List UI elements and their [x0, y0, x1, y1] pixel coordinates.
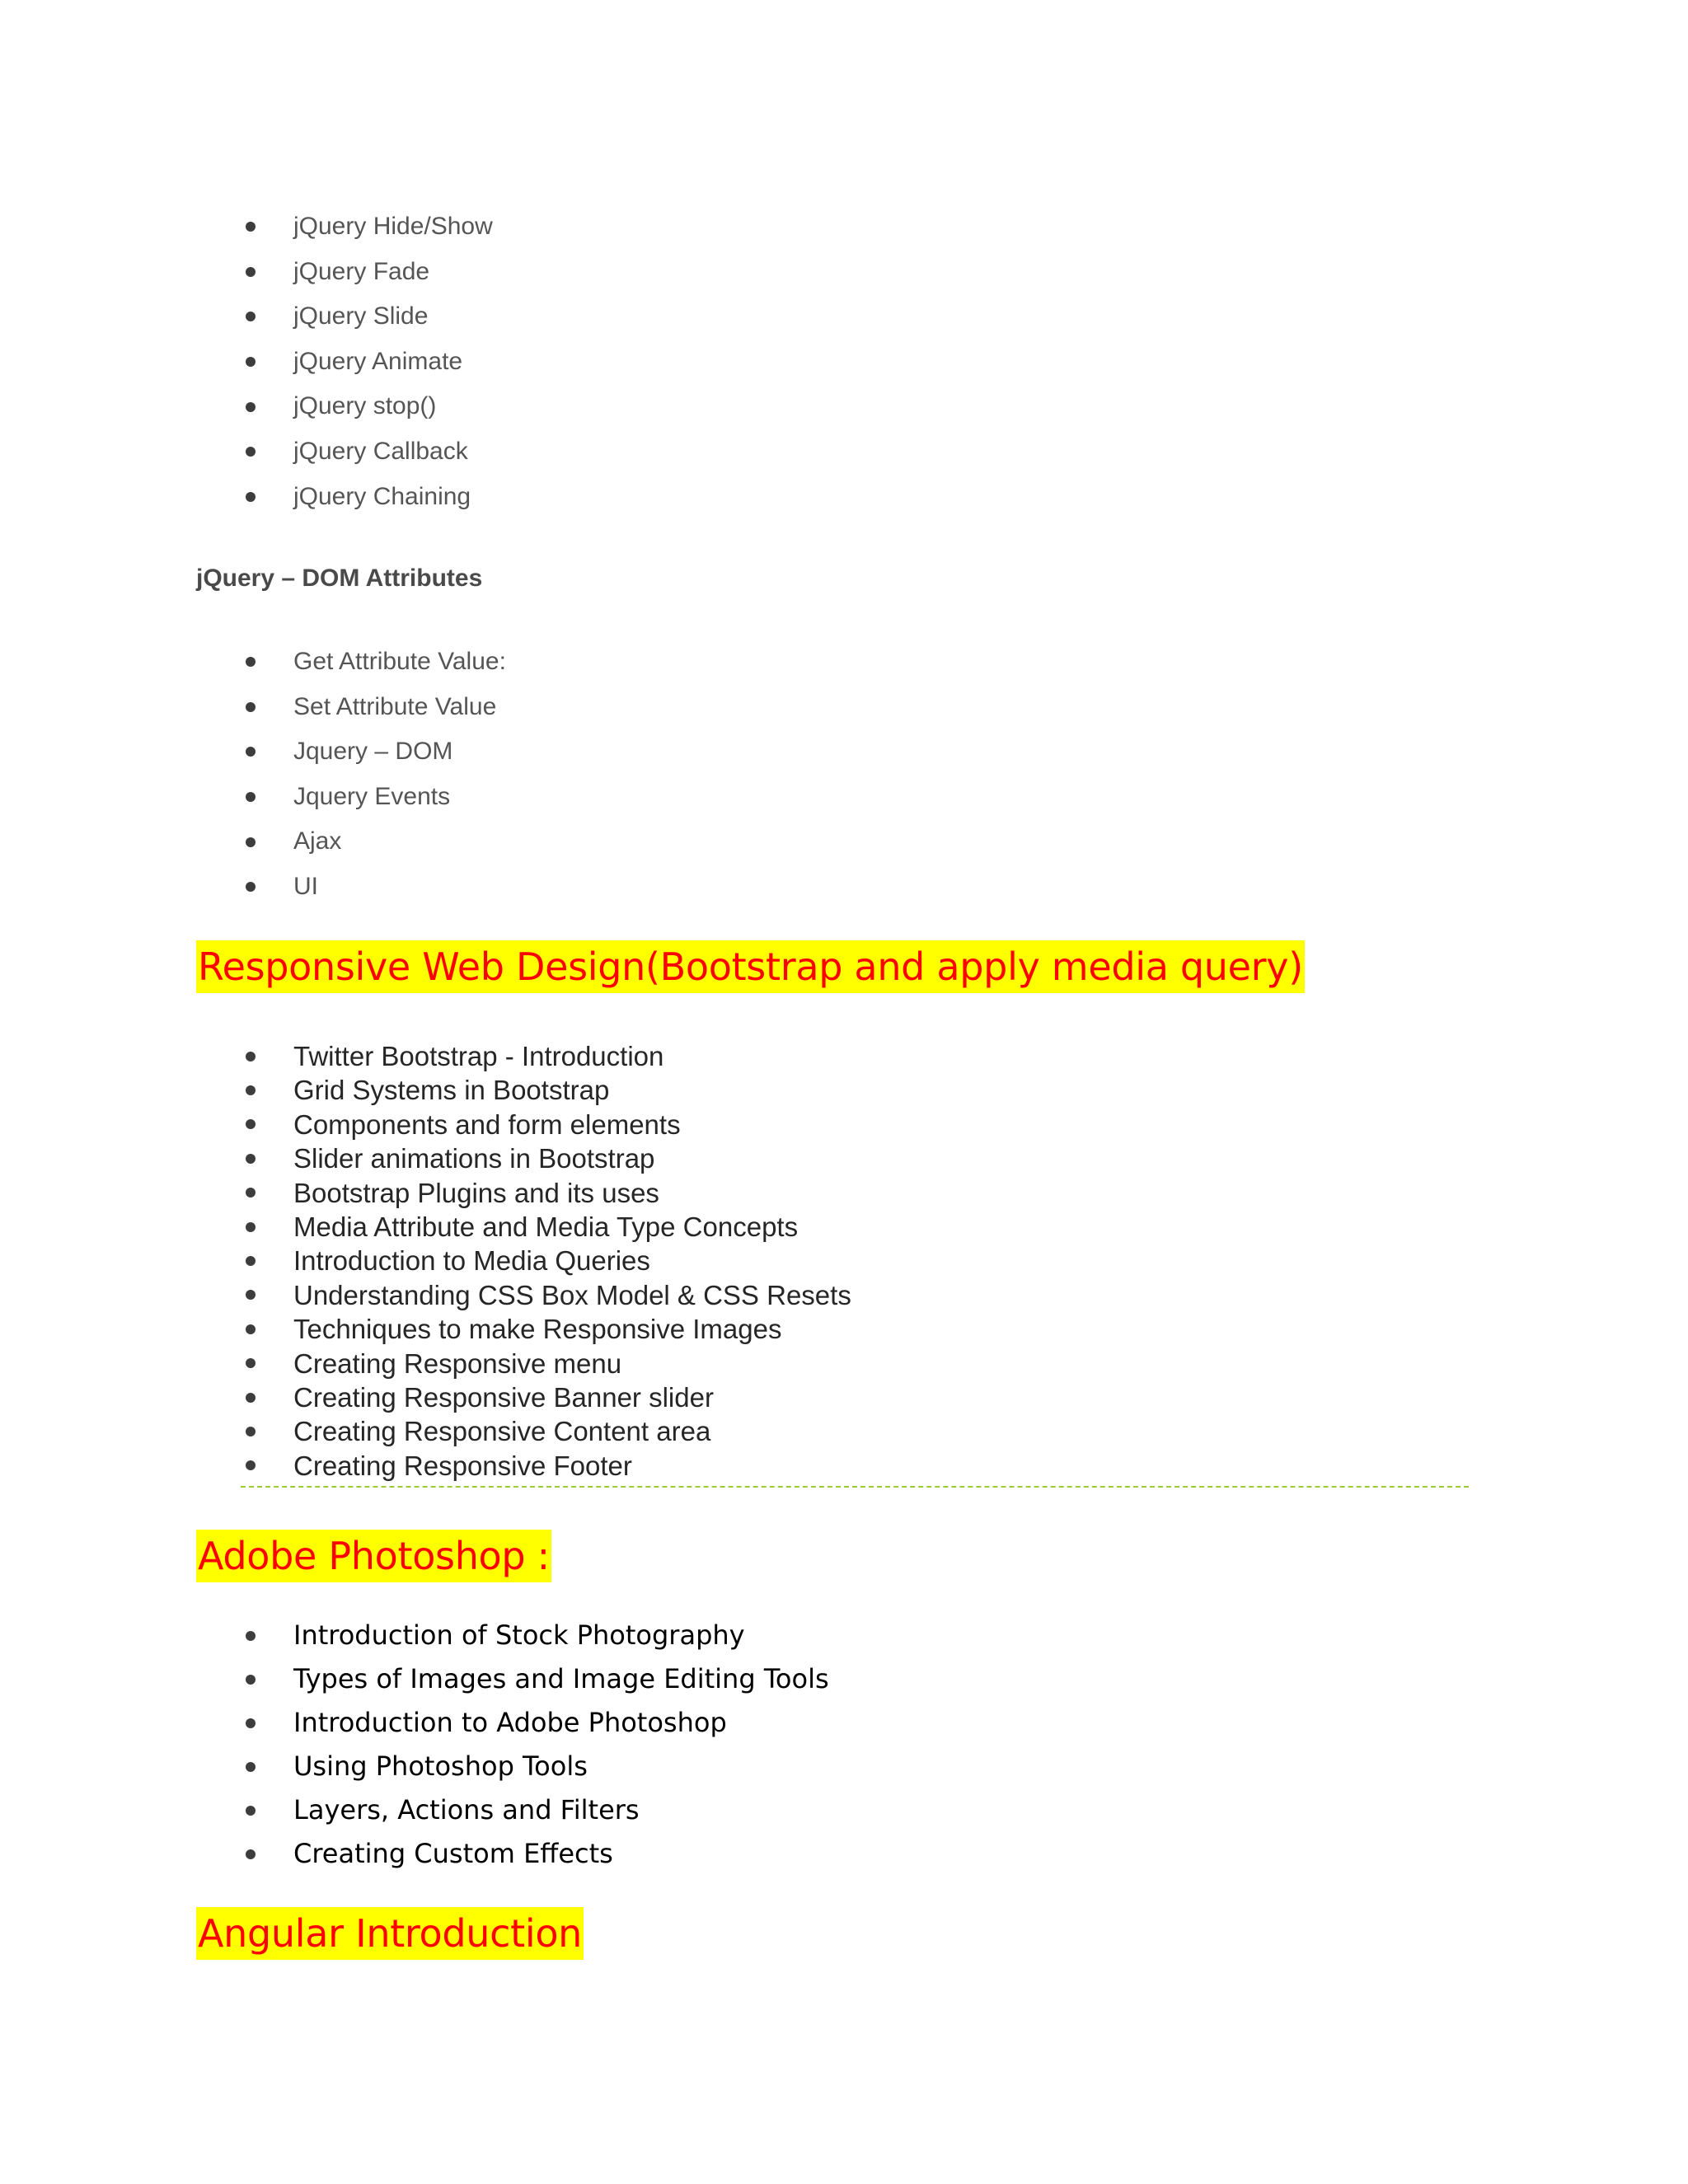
- bullet-icon: [246, 702, 256, 712]
- adobe-photoshop-heading: Adobe Photoshop :: [196, 1530, 551, 1582]
- list-item: [244, 1657, 829, 1701]
- bullet-icon: [246, 1154, 256, 1164]
- list-item: [244, 294, 493, 340]
- list-item: [244, 865, 506, 910]
- list-item: [244, 1176, 851, 1210]
- dom-attributes-heading: jQuery – DOM Attributes: [196, 565, 483, 592]
- bullet-icon: [246, 1675, 256, 1685]
- photoshop-topics-list: [244, 1614, 829, 1876]
- list-item-text: Set Attribute Value: [293, 692, 497, 720]
- list-item-text: Types of Images and Image Editing Tools: [293, 1663, 829, 1694]
- bullet-icon: [246, 1085, 256, 1095]
- list-item-text: Creating Responsive menu: [293, 1347, 622, 1379]
- list-item-text: Grid Systems in Bootstrap: [293, 1075, 610, 1106]
- list-item: [244, 1278, 851, 1312]
- list-item: [244, 1312, 851, 1346]
- dashed-divider: [241, 1486, 1469, 1488]
- list-item-text: UI: [293, 872, 318, 900]
- list-item: [244, 640, 506, 685]
- bullet-icon: [246, 1119, 256, 1129]
- list-item: [244, 1347, 851, 1380]
- list-item-text: Get Attribute Value:: [293, 648, 506, 675]
- bullet-icon: [246, 312, 256, 321]
- bullet-icon: [246, 1324, 256, 1334]
- list-item: [244, 340, 493, 385]
- list-item-text: jQuery Hide/Show: [293, 213, 493, 240]
- list-item: [244, 819, 506, 865]
- list-item-text: Slider animations in Bootstrap: [293, 1143, 655, 1174]
- list-item: [244, 1210, 851, 1244]
- list-item: [244, 1073, 851, 1107]
- list-item: [244, 384, 493, 429]
- bullet-icon: [246, 1806, 256, 1816]
- list-item-text: Layers, Actions and Filters: [293, 1794, 640, 1825]
- list-item: [244, 1745, 829, 1788]
- bullet-icon: [246, 1718, 256, 1728]
- list-item: [244, 250, 493, 295]
- list-item-text: Introduction to Adobe Photoshop: [293, 1707, 727, 1738]
- list-item-text: Creating Responsive Banner slider: [293, 1381, 714, 1413]
- bullet-icon: [246, 402, 256, 412]
- list-item-text: Understanding CSS Box Model & CSS Resets: [293, 1279, 851, 1310]
- list-item-text: Media Attribute and Media Type Concepts: [293, 1211, 799, 1242]
- list-item-text: Creating Responsive Content area: [293, 1416, 711, 1447]
- bullet-icon: [246, 492, 256, 502]
- bullet-icon: [246, 1460, 256, 1470]
- list-item: [244, 1414, 851, 1448]
- bullet-icon: [246, 222, 256, 232]
- list-item: [244, 1039, 851, 1073]
- bullet-icon: [246, 1631, 256, 1641]
- list-item-text: Introduction to Media Queries: [293, 1245, 650, 1277]
- bullet-icon: [246, 882, 256, 892]
- angular-introduction-heading: Angular Introduction: [196, 1907, 584, 1960]
- responsive-topics-list: [244, 1039, 851, 1483]
- list-item: [244, 1141, 851, 1175]
- list-item: [244, 475, 493, 520]
- list-item-text: Twitter Bootstrap - Introduction: [293, 1041, 664, 1071]
- list-item-text: jQuery Slide: [293, 302, 429, 330]
- bullet-icon: [246, 267, 256, 277]
- list-item-text: jQuery Chaining: [293, 482, 471, 510]
- dom-attributes-list: [244, 640, 506, 910]
- bullet-icon: [246, 1256, 256, 1266]
- list-item: [244, 1244, 851, 1277]
- bullet-icon: [246, 447, 256, 457]
- bullet-icon: [246, 837, 256, 847]
- bullet-icon: [246, 1290, 256, 1300]
- list-item-text: Using Photoshop Tools: [293, 1750, 588, 1782]
- list-item: [244, 775, 506, 820]
- bullet-icon: [246, 1222, 256, 1232]
- list-item: [244, 685, 506, 730]
- list-item: [244, 1701, 829, 1745]
- list-item: [244, 204, 493, 250]
- list-item: [244, 1108, 851, 1141]
- list-item: [244, 1449, 851, 1483]
- list-item-text: Jquery Events: [293, 782, 451, 810]
- bullet-icon: [246, 747, 256, 757]
- jquery-effects-list: [244, 204, 493, 519]
- list-item-text: jQuery Animate: [293, 347, 463, 375]
- list-item-text: jQuery stop(): [293, 392, 437, 420]
- list-item-text: Components and form elements: [293, 1108, 681, 1140]
- list-item-text: Creating Custom Effects: [293, 1838, 613, 1869]
- bullet-icon: [246, 1052, 256, 1062]
- list-item: [244, 1832, 829, 1876]
- list-item-text: jQuery Fade: [293, 257, 430, 285]
- list-item-text: Creating Responsive Footer: [293, 1450, 632, 1481]
- list-item-text: Introduction of Stock Photography: [293, 1619, 745, 1651]
- bullet-icon: [246, 357, 256, 367]
- bullet-icon: [246, 1849, 256, 1859]
- bullet-icon: [246, 1358, 256, 1368]
- list-item-text: Jquery – DOM: [293, 738, 453, 766]
- list-item: [244, 1788, 829, 1832]
- bullet-icon: [246, 792, 256, 802]
- list-item-text: Bootstrap Plugins and its uses: [293, 1177, 659, 1208]
- bullet-icon: [246, 657, 256, 667]
- bullet-icon: [246, 1393, 256, 1403]
- list-item: [244, 729, 506, 775]
- list-item: [244, 1380, 851, 1414]
- list-item: [244, 1614, 829, 1657]
- bullet-icon: [246, 1427, 256, 1436]
- list-item: [244, 429, 493, 475]
- responsive-web-design-heading: Responsive Web Design(Bootstrap and apply media query): [196, 940, 1305, 993]
- list-item-text: jQuery Callback: [293, 437, 468, 465]
- bullet-icon: [246, 1762, 256, 1772]
- list-item-text: Techniques to make Responsive Images: [293, 1314, 782, 1345]
- list-item-text: Ajax: [293, 827, 342, 855]
- bullet-icon: [246, 1188, 256, 1197]
